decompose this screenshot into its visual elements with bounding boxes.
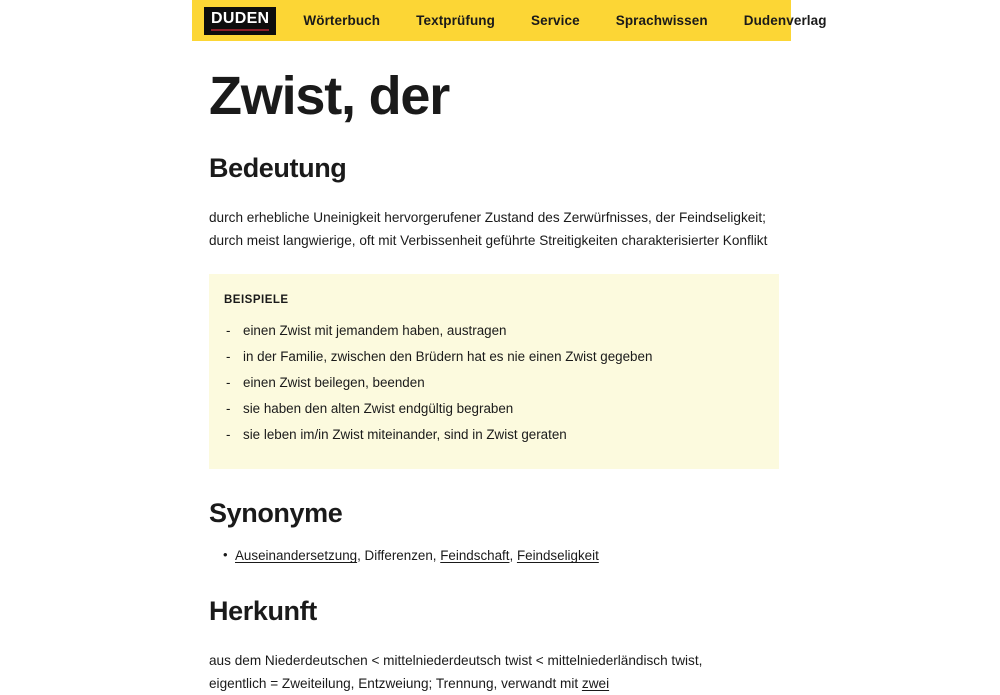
herkunft-text-body: aus dem Niederdeutschen < mittelniederdeutsch twist < mittelniederländisch twist, eigentlich = Zweiteilung, Entzweiung; Trennung, verwandt mit (209, 653, 703, 692)
duden-logo-underline (211, 29, 269, 31)
list-item (226, 346, 779, 367)
dash-bullet: - (226, 349, 231, 365)
list-item-text: sie leben im/in Zwist miteinander, sind in Zwist geraten (243, 427, 567, 443)
main-navigation (303, 13, 826, 28)
duden-logo-text: DUDEN (211, 9, 270, 27)
entry-content (209, 41, 789, 695)
synonym-separator: , (357, 548, 365, 564)
list-item-text: in der Familie, zwischen den Brüdern hat es nie einen Zwist gegeben (243, 349, 653, 365)
synonym-link-feindseligkeit[interactable]: Feindseligkeit (516, 548, 599, 564)
herkunft-text (209, 649, 754, 695)
list-item (223, 546, 789, 566)
nav-item-service[interactable]: Service (530, 13, 580, 28)
dash-bullet: - (226, 401, 231, 417)
section-heading-synonyme: Synonyme (209, 498, 343, 529)
list-item (226, 372, 779, 393)
list-item-text: einen Zwist beilegen, beenden (243, 375, 425, 391)
synonym-link-feindschaft[interactable]: Feindschaft (440, 548, 510, 564)
beispiele-label: BEISPIELE (224, 294, 289, 307)
duden-logo[interactable] (204, 7, 276, 35)
bedeutung-definition-text: durch erhebliche Uneinigkeit hervorgerufener Zustand des Zerwürfnisses, der Feindseligkeit; durch meist langwierige, oft mit Verbissenheit geführte Streitigkeiten charakterisierter Konflikt (209, 210, 768, 249)
section-heading-bedeutung: Bedeutung (209, 153, 347, 184)
list-item (226, 398, 779, 419)
synonyme-list (209, 546, 789, 566)
dash-bullet: - (226, 323, 231, 339)
site-header (192, 0, 827, 41)
nav-item-dudenverlag[interactable]: Dudenverlag (743, 13, 827, 28)
synonym-link-auseinandersetzung[interactable]: Auseinandersetzung (235, 548, 358, 564)
list-item (226, 320, 779, 341)
synonym-text-differenzen: Differenzen (364, 548, 433, 564)
list-item-text: sie haben den alten Zwist endgültig begraben (243, 401, 514, 417)
section-heading-herkunft: Herkunft (209, 596, 317, 627)
list-item (226, 424, 779, 445)
beispiele-list (209, 320, 779, 445)
synonym-separator: , (509, 548, 517, 564)
dash-bullet: - (226, 375, 231, 391)
round-bullet: • (223, 547, 228, 563)
list-item-text: einen Zwist mit jemandem haben, austragen (243, 323, 507, 339)
nav-item-sprachwissen[interactable]: Sprachwissen (615, 13, 708, 28)
nav-item-woerterbuch[interactable]: Wörterbuch (303, 13, 381, 28)
dash-bullet: - (226, 427, 231, 443)
nav-item-textpruefung[interactable]: Textprüfung (416, 13, 495, 28)
page-title: Zwist, der (209, 66, 450, 126)
beispiele-box (209, 274, 779, 469)
synonym-separator: , (432, 548, 441, 564)
herkunft-link-zwei[interactable]: zwei (581, 676, 610, 692)
